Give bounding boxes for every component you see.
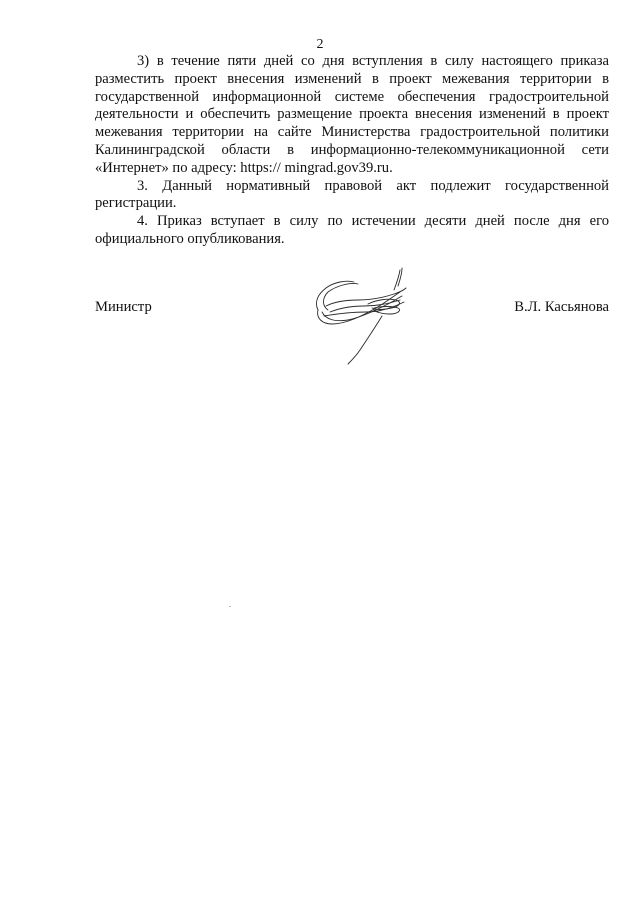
signatory-role: Министр [95,299,152,315]
page-number: 2 [316,37,324,52]
scan-speck [229,606,231,607]
paragraph-registration: 3. Данный нормативный правовой акт подлежит государственной регистрации. [95,177,609,212]
signatory-name: В.Л. Касьянова [514,299,609,315]
paragraph-item-3-subpoint: 3) в течение пяти дней со дня вступления в силу настоящего приказа разместить проект внесения изменений в проект межевания территории в государственной информационной системе обеспечения градостроительной деятельности и обеспечить размещение проекта внесения изменений в проект межевания территории на сайте Министерства градостроительной политики Калининградской области в информационно-телекоммуникационной сети «Интернет» по адресу: https:// mingrad.gov39.ru. [95,53,609,176]
handwritten-signature [296,262,416,366]
document-body [95,53,609,249]
paragraph-effective-date: 4. Приказ вступает в силу по истечении десяти дней после дня его официального опубликования. [95,213,609,247]
